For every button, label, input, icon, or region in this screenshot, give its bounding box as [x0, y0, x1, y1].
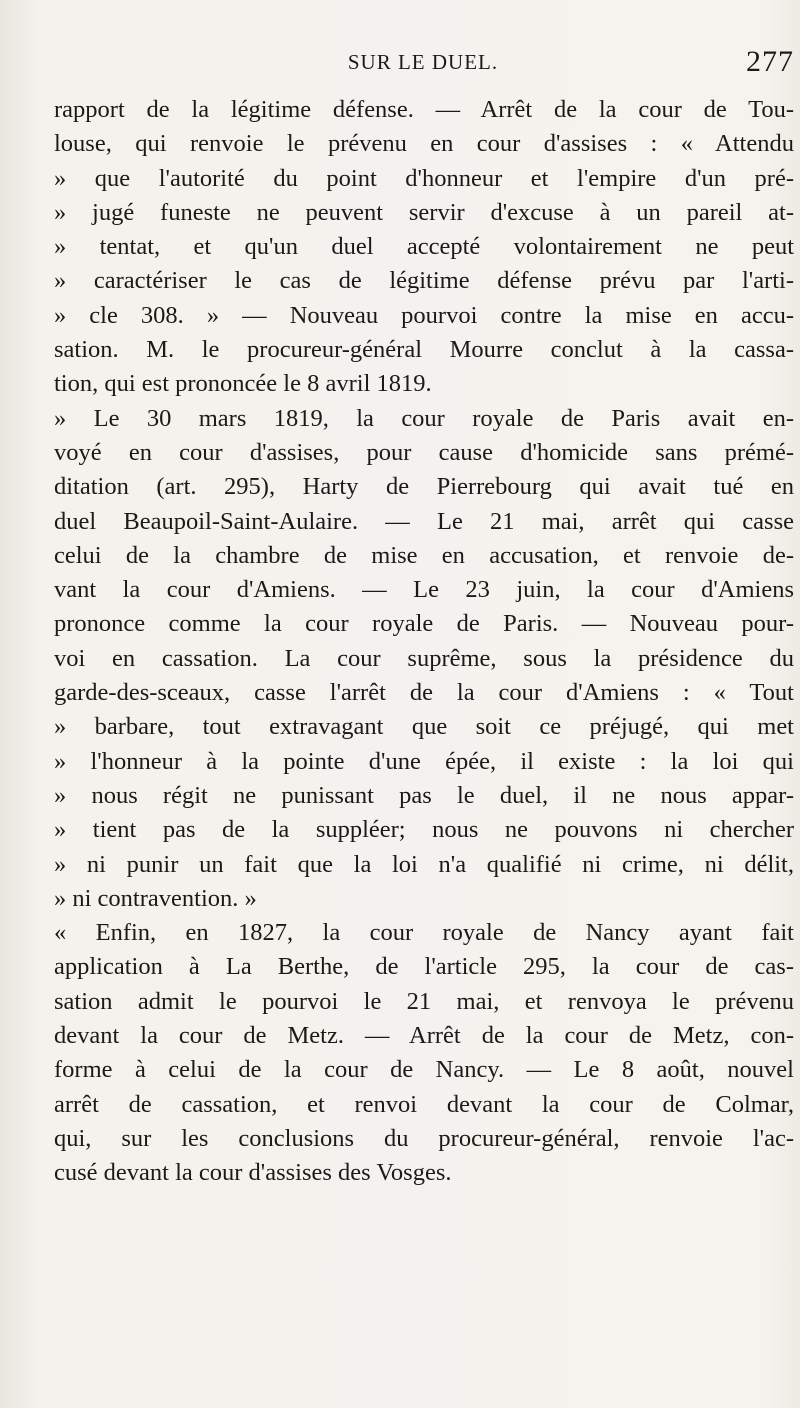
- text-line: sation admit le pourvoi le 21 mai, et renvoya le prévenu: [54, 987, 794, 1015]
- text-line: forme à celui de la cour de Nancy. — Le 8 août, nouvel: [54, 1056, 794, 1084]
- text-line: application à La Berthe, de l'article 295, la cour de cas-: [54, 953, 794, 981]
- text-line: » tient pas de la suppléer; nous ne pouvons ni chercher: [54, 816, 794, 844]
- text-line: duel Beaupoil-Saint-Aulaire. — Le 21 mai, arrêt qui casse: [54, 507, 794, 535]
- running-title: SUR LE DUEL.: [347, 50, 499, 74]
- text-line: cusé devant la cour d'assises des Vosges.: [54, 1159, 452, 1187]
- text-line: celui de la chambre de mise en accusation, et renvoie de-: [54, 541, 794, 569]
- page-number: 277: [746, 45, 794, 78]
- text-line: devant la cour de Metz. — Arrêt de la cour de Metz, con-: [54, 1022, 794, 1050]
- text-line: » que l'autorité du point d'honneur et l'empire d'un pré-: [54, 164, 794, 192]
- text-line: rapport de la légitime défense. — Arrêt de la cour de Tou-: [54, 96, 794, 123]
- text-line: sation. M. le procureur-général Mourre conclut à la cassa-: [54, 336, 794, 364]
- text-line: » barbare, tout extravagant que soit ce préjugé, qui met: [54, 713, 794, 741]
- text-line: garde-des-sceaux, casse l'arrêt de la cour d'Amiens : « Tout: [54, 679, 794, 707]
- text-line: vant la cour d'Amiens. — Le 23 juin, la cour d'Amiens: [54, 576, 794, 604]
- text-line: ditation (art. 295), Harty de Pierrebourg qui avait tué en: [54, 473, 794, 501]
- running-head: [52, 45, 794, 90]
- text-line: qui, sur les conclusions du procureur-général, renvoie l'ac-: [54, 1124, 794, 1152]
- text-line: voi en cassation. La cour suprême, sous la présidence du: [54, 644, 794, 672]
- text-line: » tentat, et qu'un duel accepté volontairement ne peut: [54, 233, 794, 261]
- text-line: louse, qui renvoie le prévenu en cour d'assises : « Attendu: [54, 130, 794, 158]
- text-line: » Le 30 mars 1819, la cour royale de Paris avait en-: [54, 404, 794, 432]
- text-line: arrêt de cassation, et renvoi devant la cour de Colmar,: [54, 1090, 794, 1118]
- text-line: tion, qui est prononcée le 8 avril 1819.: [54, 370, 432, 398]
- text-line: » ni contravention. »: [54, 884, 257, 912]
- text-line: » ni punir un fait que la loi n'a qualifié ni crime, ni délit,: [54, 850, 794, 878]
- body-text: [54, 93, 794, 1191]
- text-line: » nous régit ne punissant pas le duel, il ne nous appar-: [54, 781, 794, 809]
- text-line: » caractériser le cas de légitime défense prévu par l'arti-: [54, 267, 794, 295]
- text-line: voyé en cour d'assises, pour cause d'homicide sans prémé-: [54, 438, 794, 466]
- text-line: » cle 308. » — Nouveau pourvoi contre la mise en accu-: [54, 301, 794, 329]
- text-line: « Enfin, en 1827, la cour royale de Nancy ayant fait: [54, 919, 794, 947]
- text-line: » jugé funeste ne peuvent servir d'excuse à un pareil at-: [54, 198, 794, 226]
- text-line: » l'honneur à la pointe d'une épée, il existe : la loi qui: [54, 747, 794, 775]
- text-line: prononce comme la cour royale de Paris. — Nouveau pour-: [54, 610, 794, 638]
